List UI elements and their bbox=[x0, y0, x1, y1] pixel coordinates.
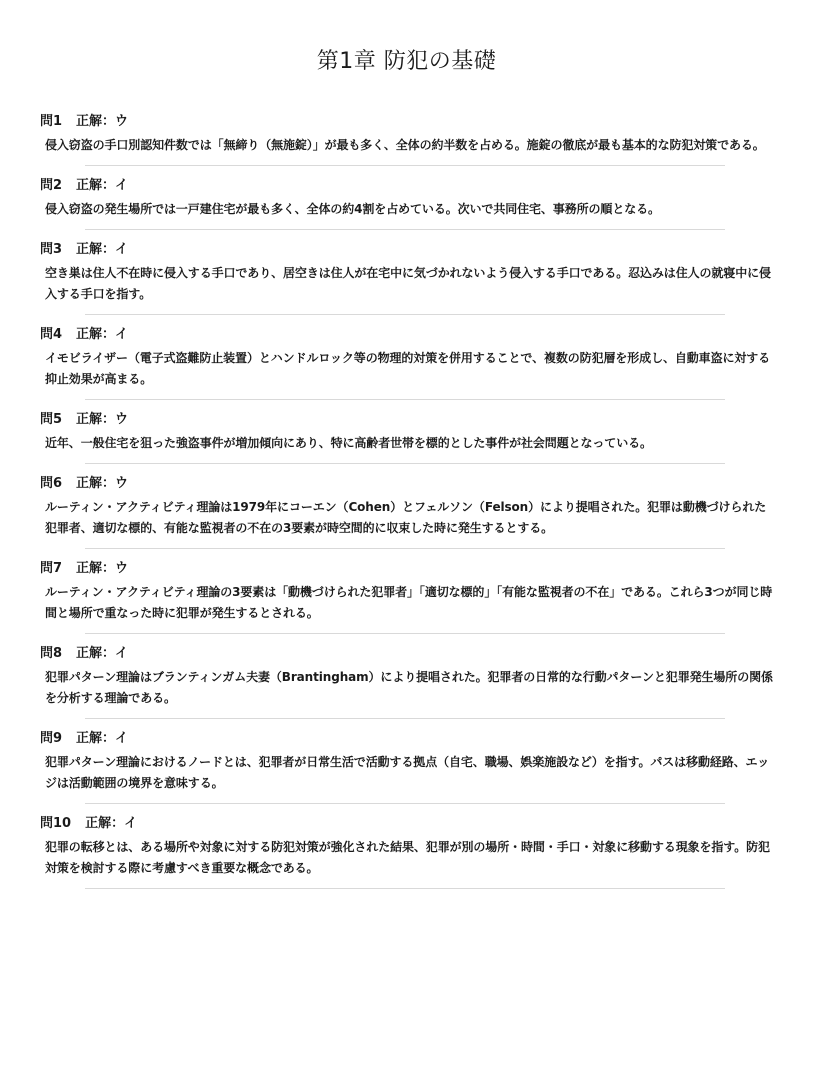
explanation-text: イモビライザー（電子式盗難防止装置）とハンドルロック等の物理的対策を併用することで、複数の防犯層を形成し、自動車盗に対する抑止効果が高まる。 bbox=[45, 351, 771, 386]
answer-header bbox=[40, 474, 775, 494]
question-number: 問3 bbox=[40, 242, 63, 257]
answer-header bbox=[40, 559, 775, 579]
divider bbox=[85, 463, 725, 464]
answer-item bbox=[40, 410, 775, 464]
question-number: 問7 bbox=[40, 561, 63, 576]
answer-item bbox=[40, 240, 775, 315]
divider bbox=[85, 633, 725, 634]
explanation-text: ルーティン・アクティビティ理論の3要素は「動機づけられた犯罪者」「適切な標的」「有能な監視者の不在」である。これら3つが同じ時間と場所で重なった時に犯罪が発生するとされる。 bbox=[45, 585, 773, 620]
correct-answer: 正解：ウ bbox=[76, 561, 129, 576]
question-number: 問5 bbox=[40, 412, 63, 427]
divider bbox=[85, 718, 725, 719]
question-number: 問4 bbox=[40, 327, 63, 342]
explanation-text: 空き巣は住人不在時に侵入する手口であり、居空きは住人が在宅中に気づかれないよう侵入する手口である。忍込みは住人の就寝中に侵入する手口を指す。 bbox=[45, 266, 771, 301]
answer-header bbox=[40, 325, 775, 345]
answer-item bbox=[40, 814, 775, 889]
explanation-text: 犯罪パターン理論におけるノードとは、犯罪者が日常生活で活動する拠点（自宅、職場、娯楽施設など）を指す。パスは移動経路、エッジは活動範囲の境界を意味する。 bbox=[45, 755, 770, 790]
explanation-text: 犯罪パターン理論はブランティンガム夫妻（Brantingham）により提唱された。犯罪者の日常的な行動パターンと犯罪発生場所の関係を分析する理論である。 bbox=[45, 670, 773, 705]
question-number: 問8 bbox=[40, 646, 63, 661]
answer-item bbox=[40, 325, 775, 400]
divider bbox=[85, 165, 725, 166]
answer-item bbox=[40, 112, 775, 166]
correct-answer: 正解：ウ bbox=[76, 412, 129, 427]
correct-answer: 正解：イ bbox=[76, 646, 129, 661]
answer-header bbox=[40, 112, 775, 132]
answer-item bbox=[40, 644, 775, 719]
correct-answer: 正解：イ bbox=[85, 816, 138, 831]
answer-header bbox=[40, 814, 775, 834]
answer-header bbox=[40, 644, 775, 664]
correct-answer: 正解：ウ bbox=[76, 114, 129, 129]
explanation-text: 侵入窃盗の発生場所では一戸建住宅が最も多く、全体の約4割を占めている。次いで共同住宅、事務所の順となる。 bbox=[45, 202, 660, 216]
explanation-text: 犯罪の転移とは、ある場所や対象に対する防犯対策が強化された結果、犯罪が別の場所・時間・手口・対象に移動する現象を指す。防犯対策を検討する際に考慮すべき重要な概念である。 bbox=[45, 840, 770, 875]
question-number: 問2 bbox=[40, 178, 63, 193]
answer-header bbox=[40, 176, 775, 196]
answer-item bbox=[40, 176, 775, 230]
question-number: 問9 bbox=[40, 731, 63, 746]
answer-item bbox=[40, 729, 775, 804]
page-title: 第1章 防犯の基礎 bbox=[316, 49, 497, 74]
question-number: 問1 bbox=[40, 114, 63, 129]
answer-item bbox=[40, 474, 775, 549]
correct-answer: 正解：イ bbox=[76, 178, 129, 193]
divider bbox=[85, 548, 725, 549]
answer-header bbox=[40, 729, 775, 749]
answer-header bbox=[40, 240, 775, 260]
explanation-text: ルーティン・アクティビティ理論は1979年にコーエン（Cohen）とフェルソン（Felson）により提唱された。犯罪は動機づけられた犯罪者、適切な標的、有能な監視者の不在の3要素が時空間的に収束した時に発生するとする。 bbox=[45, 500, 767, 535]
answer-list bbox=[40, 112, 775, 899]
divider bbox=[85, 314, 725, 315]
answer-header bbox=[40, 410, 775, 430]
question-number: 問10 bbox=[40, 816, 72, 831]
divider bbox=[85, 888, 725, 889]
correct-answer: 正解：イ bbox=[76, 327, 129, 342]
correct-answer: 正解：ウ bbox=[76, 476, 129, 491]
correct-answer: 正解：イ bbox=[76, 242, 129, 257]
explanation-text: 近年、一般住宅を狙った強盗事件が増加傾向にあり、特に高齢者世帯を標的とした事件が社会問題となっている。 bbox=[45, 436, 652, 450]
answer-item bbox=[40, 559, 775, 634]
question-number: 問6 bbox=[40, 476, 63, 491]
divider bbox=[85, 399, 725, 400]
divider bbox=[85, 803, 725, 804]
explanation-text: 侵入窃盗の手口別認知件数では「無締り（無施錠）」が最も多く、全体の約半数を占める。施錠の徹底が最も基本的な防犯対策である。 bbox=[45, 138, 765, 152]
correct-answer: 正解：イ bbox=[76, 731, 129, 746]
divider bbox=[85, 229, 725, 230]
